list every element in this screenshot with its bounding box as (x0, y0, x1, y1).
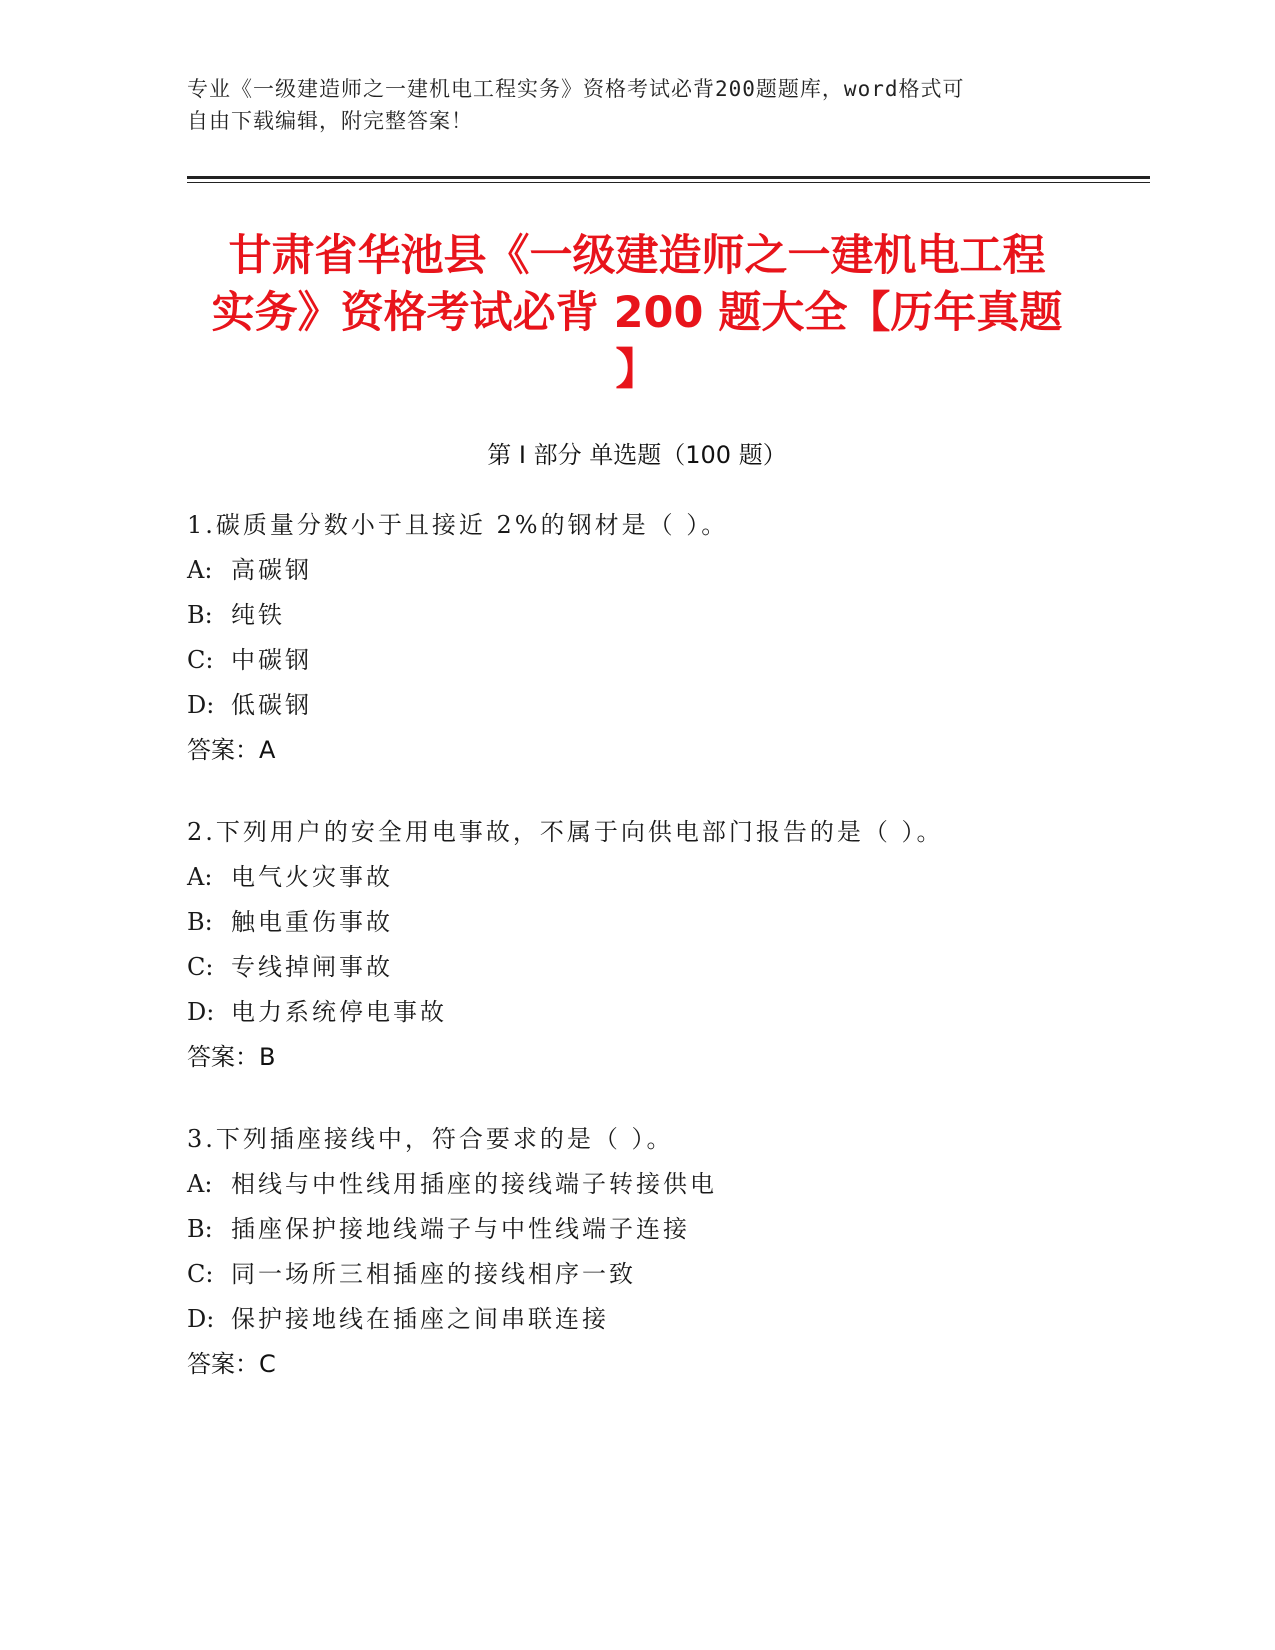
question-1 (187, 503, 1137, 773)
option-text: 电力系统停电事故 (231, 998, 447, 1026)
option-letter: C: (187, 646, 214, 674)
option-text: 触电重伤事故 (231, 908, 393, 936)
option-text: 纯铁 (231, 601, 285, 629)
header-note-line-1: 专业《一级建造师之一建机电工程实务》资格考试必背200题题库，word格式可 (187, 77, 965, 101)
document-title-line-1: 甘肃省华池县《一级建造师之一建机电工程 (228, 231, 1046, 281)
question-3 (187, 1117, 1137, 1387)
answer-line: 答案：B (187, 1043, 276, 1071)
option-letter: B: (187, 1215, 213, 1243)
option-letter: B: (187, 601, 213, 629)
header-divider-thin (187, 182, 1150, 183)
answer-line: 答案：A (187, 736, 276, 764)
option-letter: A: (187, 556, 213, 584)
option-b (187, 900, 1137, 945)
option-text: 电气火灾事故 (231, 863, 393, 891)
document-title-line-3: 】 (615, 345, 659, 395)
option-text: 低碳钢 (231, 691, 312, 719)
option-letter: C: (187, 953, 214, 981)
document-title (187, 228, 1087, 399)
option-text: 高碳钢 (231, 556, 312, 584)
option-text: 相线与中性线用插座的接线端子转接供电 (231, 1170, 717, 1198)
option-letter: A: (187, 1170, 213, 1198)
option-c (187, 1252, 1137, 1297)
option-b (187, 1207, 1137, 1252)
question-stem: 3.下列插座接线中，符合要求的是（ ）。 (187, 1125, 674, 1153)
option-text: 保护接地线在插座之间串联连接 (231, 1305, 609, 1333)
header-note-line-2: 自由下载编辑，附完整答案！ (187, 109, 473, 133)
option-a (187, 855, 1137, 900)
option-d (187, 683, 1137, 728)
option-letter: D: (187, 998, 215, 1026)
option-text: 专线掉闸事故 (231, 953, 393, 981)
header-note (187, 73, 1087, 137)
option-text: 插座保护接地线端子与中性线端子连接 (231, 1215, 690, 1243)
option-a (187, 548, 1137, 593)
option-letter: D: (187, 1305, 215, 1333)
option-d (187, 1297, 1137, 1342)
option-d (187, 990, 1137, 1035)
option-letter: B: (187, 908, 213, 936)
option-b (187, 593, 1137, 638)
question-stem: 1.碳质量分数小于且接近 2%的钢材是（ ）。 (187, 511, 729, 539)
question-stem: 2.下列用户的安全用电事故，不属于向供电部门报告的是（ ）。 (187, 818, 944, 846)
option-c (187, 945, 1137, 990)
option-letter: D: (187, 691, 215, 719)
option-letter: C: (187, 1260, 214, 1288)
section-heading: 第 I 部分 单选题（100 题） (487, 441, 787, 469)
option-text: 中碳钢 (231, 646, 312, 674)
header-divider-thick (187, 176, 1150, 179)
option-text: 同一场所三相插座的接线相序一致 (231, 1260, 636, 1288)
answer-line: 答案：C (187, 1350, 276, 1378)
option-letter: A: (187, 863, 213, 891)
question-2 (187, 810, 1137, 1080)
document-title-line-2: 实务》资格考试必背 200 题大全【历年真题 (211, 288, 1063, 338)
option-a (187, 1162, 1137, 1207)
option-c (187, 638, 1137, 683)
